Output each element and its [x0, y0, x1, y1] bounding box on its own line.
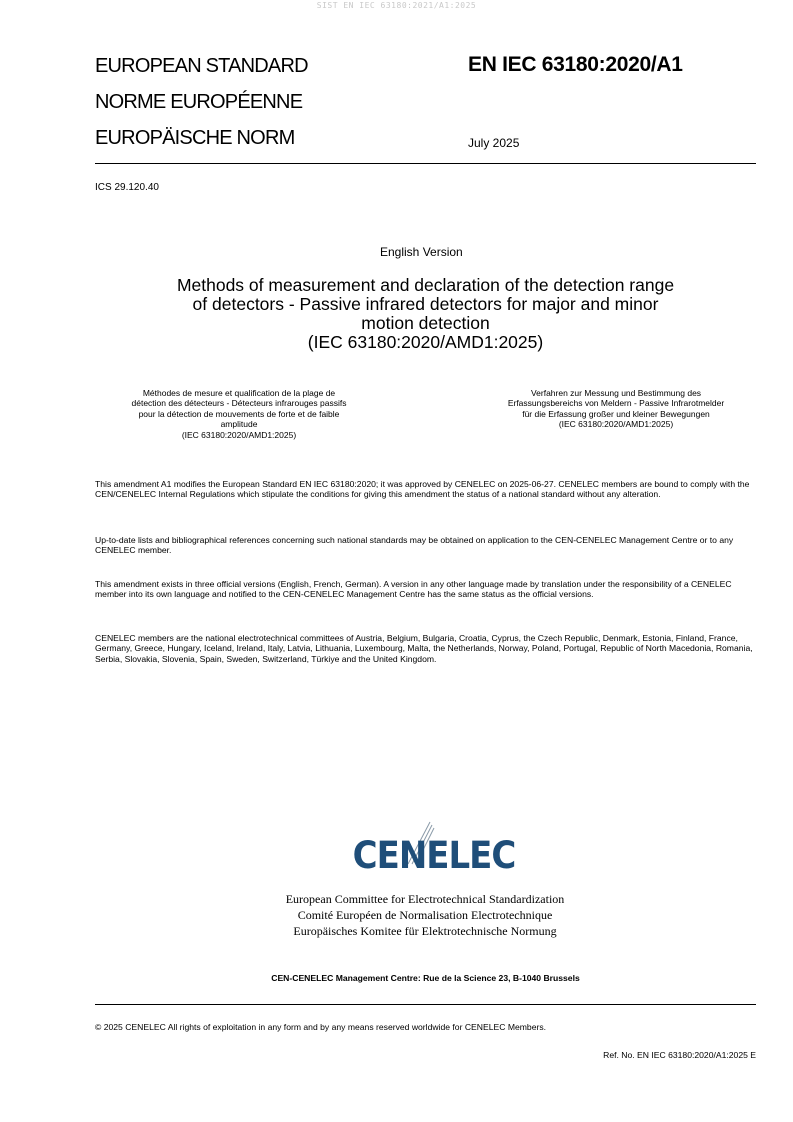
reference-number: Ref. No. EN IEC 63180:2020/A1:2025 E — [603, 1050, 756, 1060]
committee-name-fr: Comité Européen de Normalisation Electrotechnique — [297, 908, 553, 922]
heading-european-standard: EUROPEAN STANDARD — [95, 55, 308, 77]
members-paragraph: CENELEC members are the national electrotechnical committees of Austria, Belgium, Bulgaria, Croatia, Cyprus, the Czech Republic, Denmark, Estonia, Finland, France, Germany, Greece, Hungary, Iceland, Ireland, Italy, Latvia, Lithuania, Luxembourg, Malta, the Netherlands, Norway, Poland, Portugal, Republic of North Macedonia, Romania, Serbia, Slovakia, Slovenia, Spain, Sweden, Switzerland, Türkiye and the United Kingdom. — [95, 633, 753, 664]
title-line: motion detection — [361, 313, 490, 333]
versions-paragraph: This amendment exists in three official versions (English, French, German). A version in any other language made by translation under the responsibility of a CENELEC member into its own language and notified to the CEN-CENELEC Management Centre has the same status as the official versions. — [95, 579, 732, 600]
german-title-line: für die Erfassung großer und kleiner Bewegungen — [522, 408, 710, 419]
french-title-line: amplitude — [220, 419, 258, 430]
french-title-line: détection des détecteurs - Détecteurs infrarouges passifs — [131, 398, 347, 409]
committee-names — [195, 891, 655, 939]
ics-code: ICS 29.120.40 — [95, 182, 159, 193]
approval-paragraph: This amendment A1 modifies the European Standard EN IEC 63180:2020; it was approved by CENELEC on 2025-06-27. CENELEC members are bound to comply with the CEN/CENELEC Internal Regulations which stipulate the conditions for giving this amendment the status of a national standard without any alteration. — [95, 479, 750, 500]
title-line: (IEC 63180:2020/AMD1:2025) — [307, 332, 544, 352]
french-title-line: Méthodes de mesure et qualification de la plage de — [142, 388, 336, 398]
german-title-line: Erfassungsbereichs von Meldern - Passive Infrarotmelder — [507, 398, 725, 409]
german-title-line: Verfahren zur Messung und Bestimmung des — [530, 388, 702, 398]
standard-number: EN IEC 63180:2020/A1 — [468, 53, 683, 76]
title-line: of detectors - Passive infrared detectors for major and minor — [192, 294, 659, 314]
german-title — [450, 388, 782, 430]
header-divider — [95, 163, 756, 164]
cenelec-logo — [352, 818, 516, 878]
german-title-line: (IEC 63180:2020/AMD1:2025) — [558, 419, 674, 430]
title-line: Methods of measurement and declaration of the detection range — [176, 275, 675, 295]
heading-europaische-norm: EUROPÄISCHE NORM — [95, 127, 295, 149]
french-title — [85, 388, 393, 440]
cenelec-logo-text: CENELEC — [352, 834, 516, 878]
management-centre-address: CEN-CENELEC Management Centre: Rue de la Science 23, B-1040 Brussels — [271, 973, 580, 983]
heading-norme-europeenne: NORME EUROPÉENNE — [95, 91, 303, 113]
committee-name-en: European Committee for Electrotechnical Standardization — [285, 892, 565, 906]
footer-divider — [95, 1004, 756, 1005]
document-title — [95, 276, 756, 352]
copyright-notice: © 2025 CENELEC All rights of exploitation in any form and by any means reserved worldwide for CENELEC Members. — [95, 1022, 547, 1032]
watermark-text: SIST EN IEC 63180:2021/A1:2025 — [316, 1, 477, 10]
references-paragraph: Up-to-date lists and bibliographical references concerning such national standards may be obtained on application to the CEN-CENELEC Management Centre or to any CENELEC member. — [95, 535, 734, 556]
french-title-line: pour la détection de mouvements de forte et de faible — [138, 408, 340, 419]
publication-date: July 2025 — [468, 136, 520, 150]
version-label: English Version — [380, 245, 463, 259]
french-title-line: (IEC 63180:2020/AMD1:2025) — [181, 429, 297, 440]
committee-name-de: Europäisches Komitee für Elektrotechnische Normung — [293, 924, 557, 938]
